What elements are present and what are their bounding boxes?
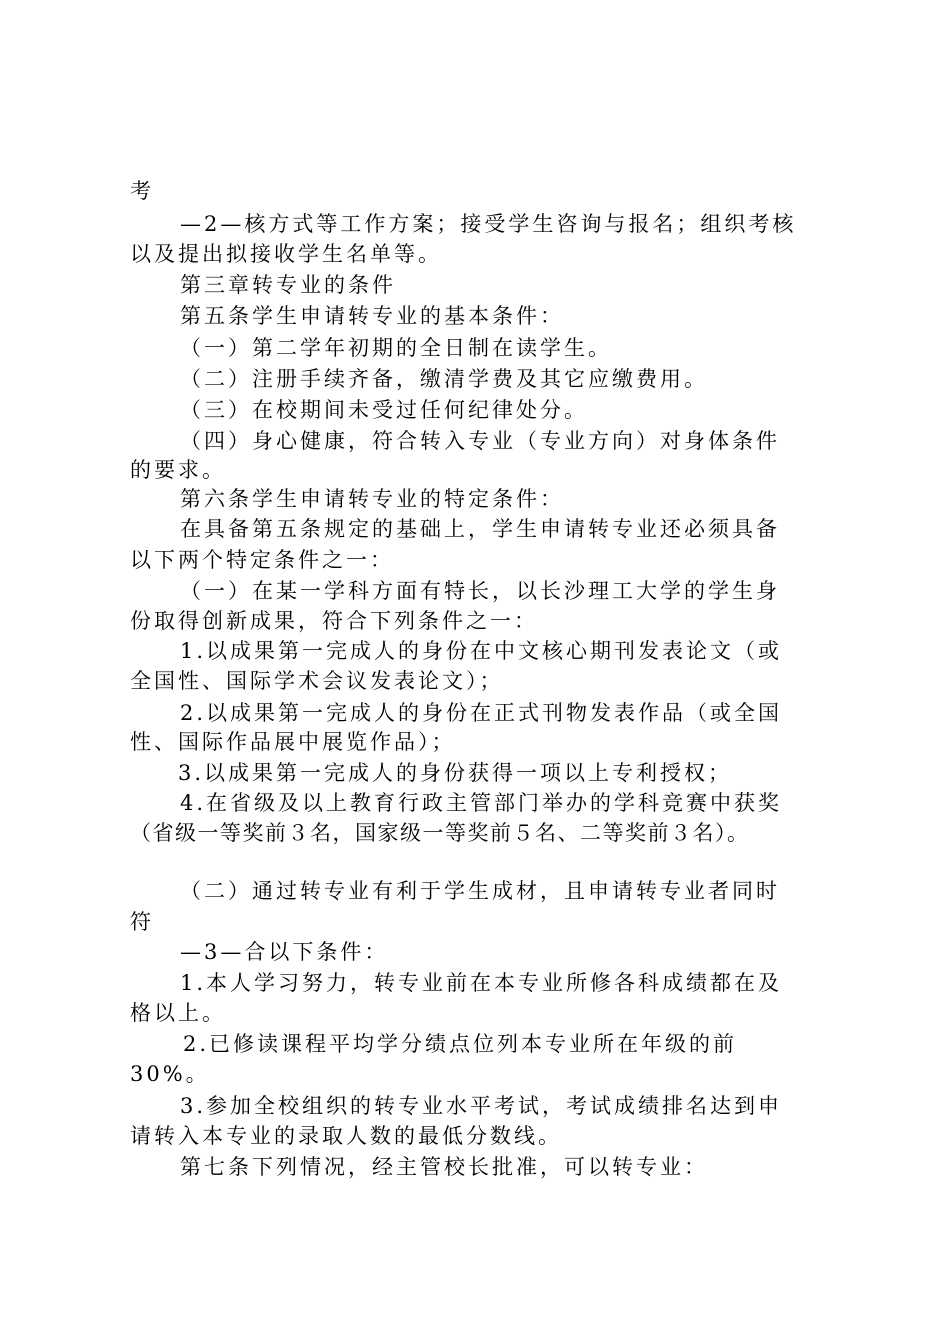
text-line: —2—核方式等工作方案；接受学生咨询与报名；组织考核: [180, 212, 797, 236]
text-line: 以下两个特定条件之一：: [130, 548, 394, 572]
text-line: 性、国际作品展中展览作品）；: [130, 730, 456, 754]
text-line: 份取得创新成果，符合下列条件之一：: [130, 609, 538, 633]
text-line: 2.以成果第一完成人的身份在正式刊物发表作品（或全国: [180, 701, 783, 725]
text-line: （三）在校期间未受过任何纪律处分。: [180, 398, 588, 422]
text-line: （二）注册手续齐备，缴清学费及其它应缴费用。: [180, 367, 708, 391]
text-line: （一）在某一学科方面有特长，以长沙理工大学的学生身: [180, 579, 780, 603]
text-line: 2.已修读课程平均学分绩点位列本专业所在年级的前: [183, 1032, 738, 1056]
text-line: 以及提出拟接收学生名单等。: [130, 242, 442, 266]
text-line: （一）第二学年初期的全日制在读学生。: [180, 336, 612, 360]
text-line: 4.在省级及以上教育行政主管部门举办的学科竞赛中获奖: [180, 791, 783, 815]
text-line: 1.本人学习努力，转专业前在本专业所修各科成绩都在及: [180, 971, 783, 995]
article-heading: 第七条下列情况，经主管校长批准，可以转专业：: [180, 1155, 708, 1179]
text-line: （四）身心健康，符合转入专业（专业方向）对身体条件: [180, 429, 780, 453]
text-line: 1.以成果第一完成人的身份在中文核心期刊发表论文（或: [180, 639, 783, 663]
section-heading: 第三章转专业的条件: [180, 273, 396, 297]
text-line: 3.以成果第一完成人的身份获得一项以上专利授权；: [178, 761, 733, 785]
text-line: （省级一等奖前３名，国家级一等奖前５名、二等奖前３名）。: [130, 821, 750, 845]
text-line: 30%。: [130, 1062, 210, 1086]
text-line: 符: [130, 910, 154, 934]
text-line: 格以上。: [130, 1001, 226, 1025]
text-line: 3.参加全校组织的转专业水平考试，考试成绩排名达到申: [180, 1094, 783, 1118]
text-line: 在具备第五条规定的基础上，学生申请转专业还必须具备: [180, 517, 780, 541]
article-heading: 第六条学生申请转专业的特定条件：: [180, 487, 564, 511]
text-line: 全国性、国际学术会议发表论文）；: [130, 669, 504, 693]
text-line: 的要求。: [130, 458, 226, 482]
text-line: 请转入本专业的录取人数的最低分数线。: [130, 1124, 562, 1148]
text-line: —3—合以下条件：: [180, 940, 389, 964]
text-line: 考: [130, 179, 154, 203]
article-heading: 第五条学生申请转专业的基本条件：: [180, 304, 564, 328]
text-line: （二）通过转专业有利于学生成材，且申请转专业者同时: [180, 879, 780, 903]
